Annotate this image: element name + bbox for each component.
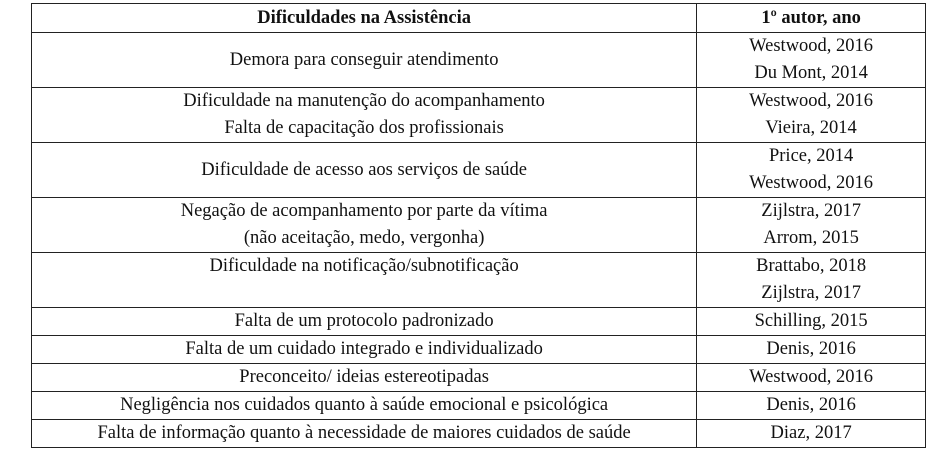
dificuldade-cell bbox=[32, 253, 697, 308]
autor-text: Arrom, 2015 bbox=[763, 228, 859, 248]
autor-cell bbox=[697, 33, 926, 88]
autor-text: Westwood, 2016 bbox=[749, 173, 874, 193]
dificuldade-cell bbox=[32, 88, 697, 143]
autor-cell bbox=[697, 364, 926, 392]
autor-text: Westwood, 2016 bbox=[749, 91, 874, 111]
difficulties-table bbox=[31, 3, 926, 448]
dificuldade-cell bbox=[32, 143, 697, 198]
header-dificuldades: Dificuldades na Assistência bbox=[32, 4, 697, 33]
dificuldade-text: Dificuldade de acesso aos serviços de saúde bbox=[201, 159, 527, 180]
autor-cell bbox=[697, 336, 926, 364]
autor-text: Denis, 2016 bbox=[766, 339, 856, 359]
autor-cell bbox=[697, 143, 926, 198]
dificuldade-cell bbox=[32, 308, 697, 336]
autor-text: Diaz, 2017 bbox=[770, 423, 852, 443]
autor-text: Westwood, 2016 bbox=[749, 367, 874, 387]
dificuldade-cell bbox=[32, 336, 697, 364]
autor-text: Schilling, 2015 bbox=[754, 311, 868, 331]
autor-cell bbox=[697, 253, 926, 308]
dificuldade-cell bbox=[32, 420, 697, 448]
autor-cell bbox=[697, 198, 926, 253]
autor-cell bbox=[697, 308, 926, 336]
table-row bbox=[32, 420, 926, 448]
autor-cell bbox=[697, 420, 926, 448]
dificuldade-cell bbox=[32, 364, 697, 392]
autor-text: Zijlstra, 2017 bbox=[761, 201, 861, 221]
autor-text: Vieira, 2014 bbox=[765, 118, 857, 138]
dificuldade-text: Preconceito/ ideias estereotipadas bbox=[239, 367, 489, 387]
dificuldade-text: Falta de capacitação dos profissionais bbox=[224, 118, 504, 138]
dificuldade-text: (não aceitação, medo, vergonha) bbox=[243, 228, 485, 248]
table-row bbox=[32, 392, 926, 420]
header-row bbox=[32, 4, 926, 33]
autor-text: Denis, 2016 bbox=[766, 395, 856, 415]
dificuldade-text: Dificuldade na manutenção do acompanhamento bbox=[183, 91, 545, 111]
table-row bbox=[32, 336, 926, 364]
autor-cell bbox=[697, 88, 926, 143]
dificuldade-text: Negligência nos cuidados quanto à saúde emocional e psicológica bbox=[120, 395, 609, 415]
dificuldade-text: Dificuldade na notificação/subnotificação bbox=[209, 256, 519, 276]
header-autor-ano: 1º autor, ano bbox=[697, 4, 926, 33]
table-row bbox=[32, 198, 926, 253]
dificuldade-cell bbox=[32, 198, 697, 253]
autor-cell bbox=[697, 392, 926, 420]
autor-text: Price, 2014 bbox=[768, 146, 854, 166]
dificuldade-text: Falta de um protocolo padronizado bbox=[234, 311, 494, 331]
table-row bbox=[32, 143, 926, 198]
dificuldade-cell bbox=[32, 392, 697, 420]
autor-text: Brattabo, 2018 bbox=[756, 256, 867, 276]
autor-text: Du Mont, 2014 bbox=[754, 63, 868, 83]
dificuldade-text: Negação de acompanhamento por parte da vítima bbox=[180, 201, 548, 221]
table-row bbox=[32, 364, 926, 392]
autor-text: Zijlstra, 2017 bbox=[761, 283, 861, 303]
table-row bbox=[32, 33, 926, 88]
table-row bbox=[32, 253, 926, 308]
autor-text: Westwood, 2016 bbox=[749, 36, 874, 56]
dificuldade-text: Falta de informação quanto à necessidade de maiores cuidados de saúde bbox=[97, 423, 631, 443]
dificuldade-text: Falta de um cuidado integrado e individualizado bbox=[185, 339, 543, 359]
table-row bbox=[32, 308, 926, 336]
dificuldade-cell bbox=[32, 33, 697, 88]
dificuldade-text: Demora para conseguir atendimento bbox=[229, 49, 499, 70]
table-row bbox=[32, 88, 926, 143]
